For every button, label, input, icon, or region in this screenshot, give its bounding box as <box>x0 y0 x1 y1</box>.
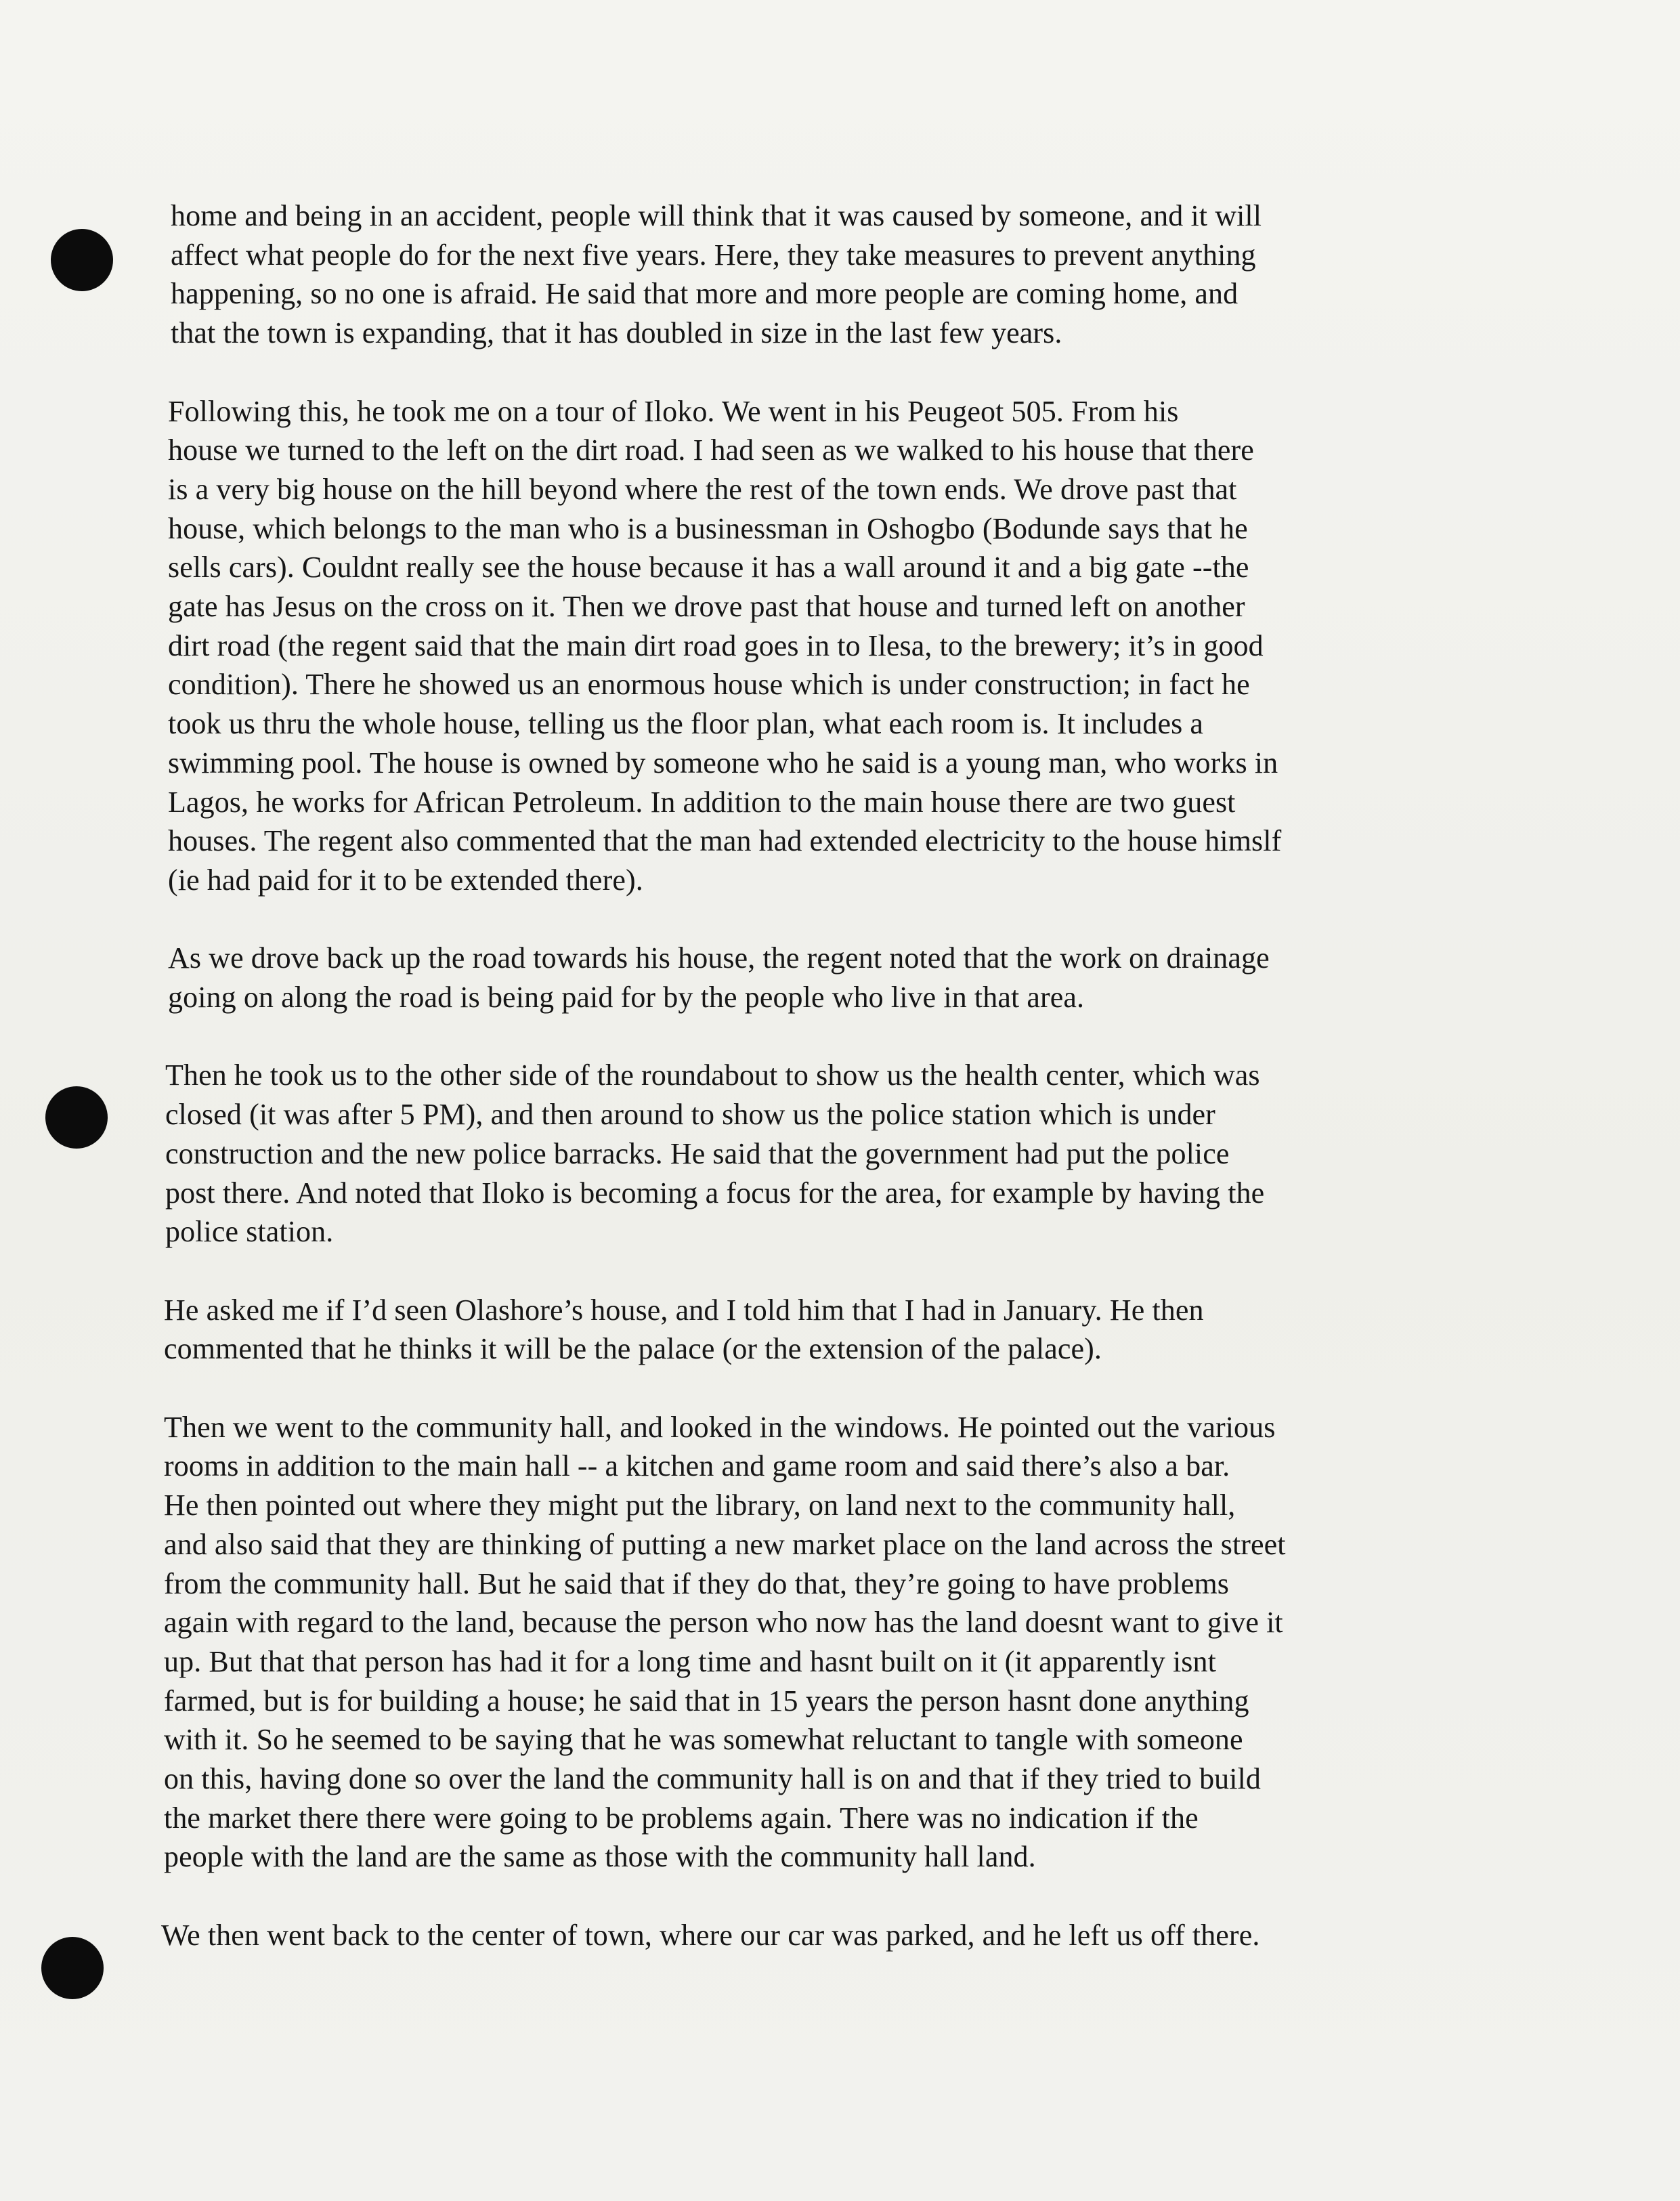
text-line: police station. <box>165 1215 334 1249</box>
text-line: condition). There he showed us an enormous house which is under construction; in fact he <box>168 668 1250 702</box>
paragraph-7 <box>161 1916 1475 1955</box>
text-line: took us thru the whole house, telling us the floor plan, what each room is. It includes a <box>168 707 1204 741</box>
punch-hole-bottom <box>41 1937 104 1999</box>
text-line: and also said that they are thinking of putting a new market place on the land across the street <box>164 1527 1286 1561</box>
text-line: sells cars). Couldnt really see the house because it has a wall around it and a big gate --the <box>168 551 1249 584</box>
paragraph-4 <box>165 1056 1475 1252</box>
text-line: home and being in an accident, people will think that it was caused by someone, and it will <box>171 199 1262 232</box>
text-line: We then went back to the center of town, where our car was parked, and he left us off there. <box>161 1918 1260 1952</box>
punch-hole-middle <box>45 1086 108 1149</box>
text-line: house we turned to the left on the dirt road. I had seen as we walked to his house that there <box>168 433 1254 467</box>
text-line: from the community hall. But he said that if they do that, they’re going to have problems <box>164 1566 1230 1600</box>
text-line: houses. The regent also commented that the man had extended electricity to the house himslf <box>168 824 1282 858</box>
text-line: Then we went to the community hall, and looked in the windows. He pointed out the various <box>164 1410 1276 1444</box>
text-line: swimming pool. The house is owned by someone who he said is a young man, who works in <box>168 746 1278 779</box>
text-line: on this, having done so over the land the community hall is on and that if they tried to build <box>164 1762 1262 1796</box>
text-line: affect what people do for the next five years. Here, they take measures to prevent anything <box>171 238 1256 272</box>
text-line: (ie had paid for it to be extended there). <box>168 863 643 897</box>
paragraph-1 <box>171 196 1475 353</box>
text-line: farmed, but is for building a house; he said that in 15 years the person hasnt done anything <box>164 1684 1249 1717</box>
text-line: As we drove back up the road towards his house, the regent noted that the work on drainage <box>168 941 1270 975</box>
text-line: that the town is expanding, that it has doubled in size in the last few years. <box>171 316 1062 350</box>
text-line: Then he took us to the other side of the roundabout to show us the health center, which was <box>165 1059 1260 1092</box>
text-line: dirt road (the regent said that the main dirt road goes in to Ilesa, to the brewery; it’s in good <box>168 628 1264 662</box>
text-line: the market there there were going to be problems again. There was no indication if the <box>164 1801 1199 1835</box>
text-line: people with the land are the same as those with the community hall land. <box>164 1840 1036 1874</box>
text-line: closed (it was after 5 PM), and then around to show us the police station which is under <box>165 1098 1215 1132</box>
text-line: rooms in addition to the main hall -- a kitchen and game room and said there’s also a bar. <box>164 1449 1230 1483</box>
paragraph-3 <box>168 939 1475 1017</box>
text-line: commented that he thinks it will be the palace (or the extension of the palace). <box>164 1332 1102 1366</box>
text-line: up. But that that person has had it for a long time and hasnt built on it (it apparently isnt <box>164 1644 1216 1678</box>
text-line: He asked me if I’d seen Olashore’s house, and I told him that I had in January. He then <box>164 1293 1204 1327</box>
document-body <box>161 196 1475 1994</box>
text-line: with it. So he seemed to be saying that he was somewhat reluctant to tangle with someone <box>164 1723 1243 1757</box>
text-line: again with regard to the land, because the person who now has the land doesnt want to give it <box>164 1606 1283 1640</box>
text-line: post there. And noted that Iloko is becoming a focus for the area, for example by having the <box>165 1176 1265 1210</box>
text-line: Following this, he took me on a tour of Iloko. We went in his Peugeot 505. From his <box>168 394 1179 428</box>
text-line: He then pointed out where they might put the library, on land next to the community hall, <box>164 1489 1236 1522</box>
text-line: Lagos, he works for African Petroleum. In addition to the main house there are two guest <box>168 785 1236 819</box>
paragraph-5 <box>164 1291 1475 1369</box>
text-line: construction and the new police barracks. He said that the government had put the police <box>165 1136 1230 1170</box>
text-line: happening, so no one is afraid. He said that more and more people are coming home, and <box>171 277 1239 311</box>
text-line: gate has Jesus on the cross on it. Then we drove past that house and turned left on another <box>168 590 1245 624</box>
text-line: house, which belongs to the man who is a businessman in Oshogbo (Bodunde says that he <box>168 511 1248 545</box>
text-line: going on along the road is being paid for by the people who live in that area. <box>168 981 1085 1014</box>
paragraph-2 <box>168 392 1475 900</box>
paragraph-6 <box>164 1408 1475 1877</box>
punch-hole-top <box>51 229 113 291</box>
text-line: is a very big house on the hill beyond where the rest of the town ends. We drove past that <box>168 472 1237 506</box>
